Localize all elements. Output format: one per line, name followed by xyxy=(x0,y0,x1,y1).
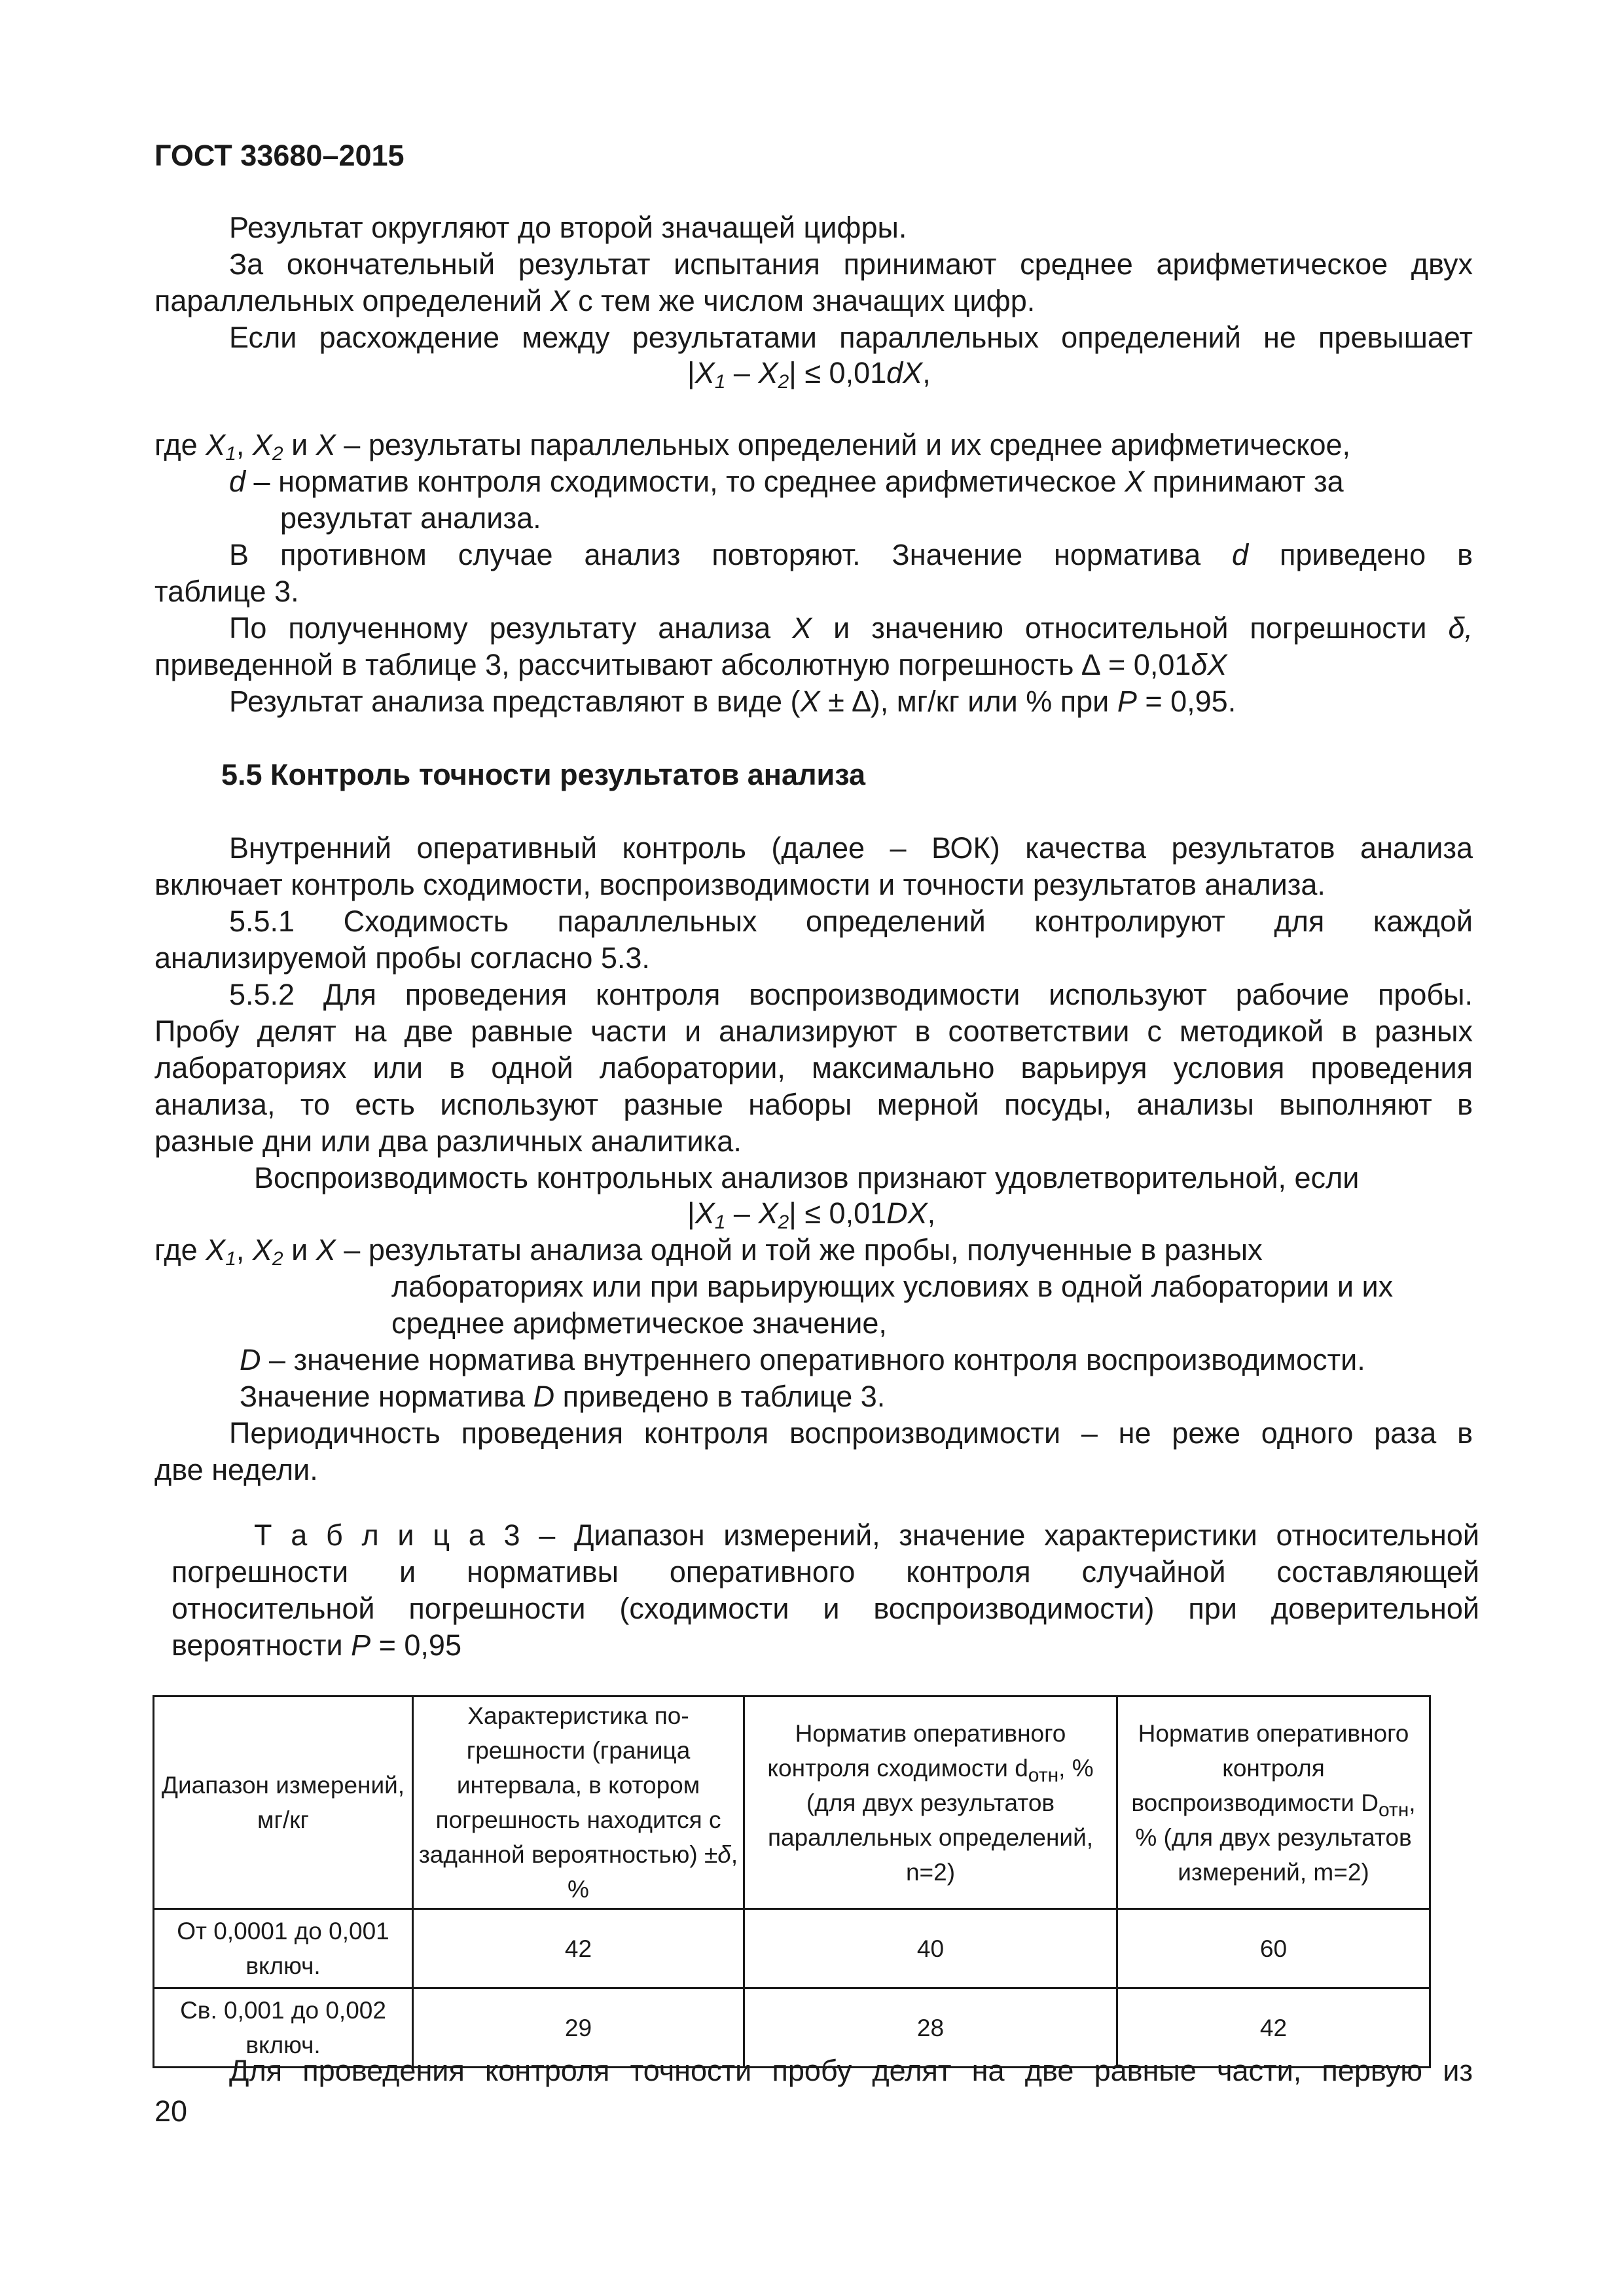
paragraph-5-5-2-line4: анализа, то есть используют разные наборы мерной посуды, анализы выполняют в xyxy=(154,1088,1473,1121)
paragraph-reproducibility-accepted: Воспроизводимость контрольных анализов признают удовлетворительной, если xyxy=(254,1161,1360,1194)
paragraph-otherwise-line2: таблице 3. xyxy=(154,575,299,608)
formula-repeatability: $|X_1 - X_2| \le 0,01dX$, xyxy=(687,356,931,393)
paragraph-periodicity-line2: две недели. xyxy=(154,1453,318,1486)
table-3 xyxy=(153,1695,1431,2068)
paragraph-vok-line1: Внутренний оперативный контроль (далее – ВОК) качества результатов анализа xyxy=(229,831,1473,865)
table-caption-line2: погрешности и нормативы оперативного контроля случайной составляющей xyxy=(171,1555,1479,1588)
where-definition-3-line3: среднее арифметическое значение, xyxy=(391,1306,887,1340)
where-definition-2-line2: результат анализа. xyxy=(280,501,541,535)
paragraph-final-result-line1: За окончательный результат испытания принимают среднее арифметическое двух xyxy=(229,247,1473,281)
paragraph-5-5-2-line1: 5.5.2 Для проведения контроля воспроизводимости используют рабочие пробы. xyxy=(229,978,1473,1011)
cell-D: 60 xyxy=(1117,1909,1430,1988)
where-definition-1: где $X_1$, $X_2$ и X – результаты параллельных определений и их среднее арифметическое, xyxy=(154,428,1351,465)
header-repeatability-norm: Норматив оперативного контроля сходимости $d_{отн}$, % (для двух результатов параллельных определений, n=2) xyxy=(744,1696,1117,1909)
paragraph-result-form: Результат анализа представляют в виде (X ± ∆), мг/кг или % при P = 0,95. xyxy=(229,685,1236,718)
cell-delta: 29 xyxy=(413,1988,744,2068)
formula-reproducibility: $|X_1 - X_2| \le 0,01DX$, xyxy=(687,1196,936,1233)
table-row xyxy=(154,1909,1430,1988)
paragraph-abs-error-line2: приведенной в таблице 3, рассчитывают абсолютную погрешность ∆ = 0,01δX xyxy=(154,648,1227,681)
paragraph-periodicity-line1: Периодичность проведения контроля воспроизводимости – не реже одного раза в xyxy=(229,1416,1473,1450)
header-reproducibility-norm: Норматив оперативного контроля воспроизводимости $D_{отн}$, % (для двух результатов измерений, m=2) xyxy=(1117,1696,1430,1909)
cell-delta: 42 xyxy=(413,1909,744,1988)
cell-d: 40 xyxy=(744,1909,1117,1988)
where-definition-3-line1: где $X_1$, $X_2$ и X – результаты анализа одной и той же пробы, полученные в разных xyxy=(154,1233,1263,1270)
where-definition-3-line2: лабораториях или при варьирующих условиях в одной лаборатории и их xyxy=(391,1270,1394,1303)
table-header-row xyxy=(154,1696,1430,1909)
table-caption-line3: относительной погрешности (сходимости и воспроизводимости) при доверительной xyxy=(171,1592,1479,1625)
where-definition-4: D – значение норматива внутреннего оперативного контроля воспроизводимости. xyxy=(240,1343,1365,1376)
header-error-characteristic: Характеристика по-грешности (граница интервала, в котором погрешность находится с заданной вероятностью) ±δ, % xyxy=(413,1696,744,1909)
cell-range: Св. 0,001 до 0,002 включ. xyxy=(154,1988,413,2068)
table-caption-line1: Т а б л и ц а 3 – Диапазон измерений, значение характеристики относительной xyxy=(254,1518,1479,1552)
paragraph-5-5-2-line5: разные дни или два различных аналитика. xyxy=(154,1124,742,1158)
section-heading-5-5: 5.5 Контроль точности результатов анализа xyxy=(221,758,866,791)
where-definition-2-line1: d – норматив контроля сходимости, то среднее арифметическое X принимают за xyxy=(229,465,1344,498)
paragraph-otherwise-line1: В противном случае анализ повторяют. Значение норматива d приведено в xyxy=(229,538,1473,571)
paragraph-5-5-2-line2: Пробу делят на две равные части и анализируют в соответствии с методикой в разных xyxy=(154,1014,1473,1048)
paragraph-final-result-line2: параллельных определений X с тем же числом значащих цифр. xyxy=(154,284,1036,317)
header-range: Диапазон измерений, мг/кг xyxy=(154,1696,413,1909)
cell-D: 42 xyxy=(1117,1988,1430,2068)
paragraph-accuracy-control: Для проведения контроля точности пробу делят на две равные части, первую из xyxy=(229,2054,1473,2087)
paragraph-rounding: Результат округляют до второй значащей цифры. xyxy=(229,211,907,244)
paragraph-discrepancy: Если расхождение между результатами параллельных определений не превышает xyxy=(229,321,1473,354)
page-number: 20 xyxy=(154,2094,188,2128)
table-caption-line4: вероятности P = 0,95 xyxy=(171,1628,461,1662)
paragraph-norm-d-table: Значение норматива D приведено в таблице 3. xyxy=(240,1380,886,1413)
paragraph-5-5-1-line1: 5.5.1 Сходимость параллельных определений контролируют для каждой xyxy=(229,905,1473,938)
document-code: ГОСТ 33680–2015 xyxy=(154,139,405,172)
paragraph-vok-line2: включает контроль сходимости, воспроизводимости и точности результатов анализа. xyxy=(154,868,1326,901)
cell-d: 28 xyxy=(744,1988,1117,2068)
cell-range: От 0,0001 до 0,001 включ. xyxy=(154,1909,413,1988)
paragraph-5-5-2-line3: лабораториях или в одной лаборатории, максимально варьируя условия проведения xyxy=(154,1051,1473,1085)
paragraph-5-5-1-line2: анализируемой пробы согласно 5.3. xyxy=(154,941,650,975)
paragraph-abs-error-line1: По полученному результату анализа X и значению относительной погрешности δ, xyxy=(229,611,1473,645)
